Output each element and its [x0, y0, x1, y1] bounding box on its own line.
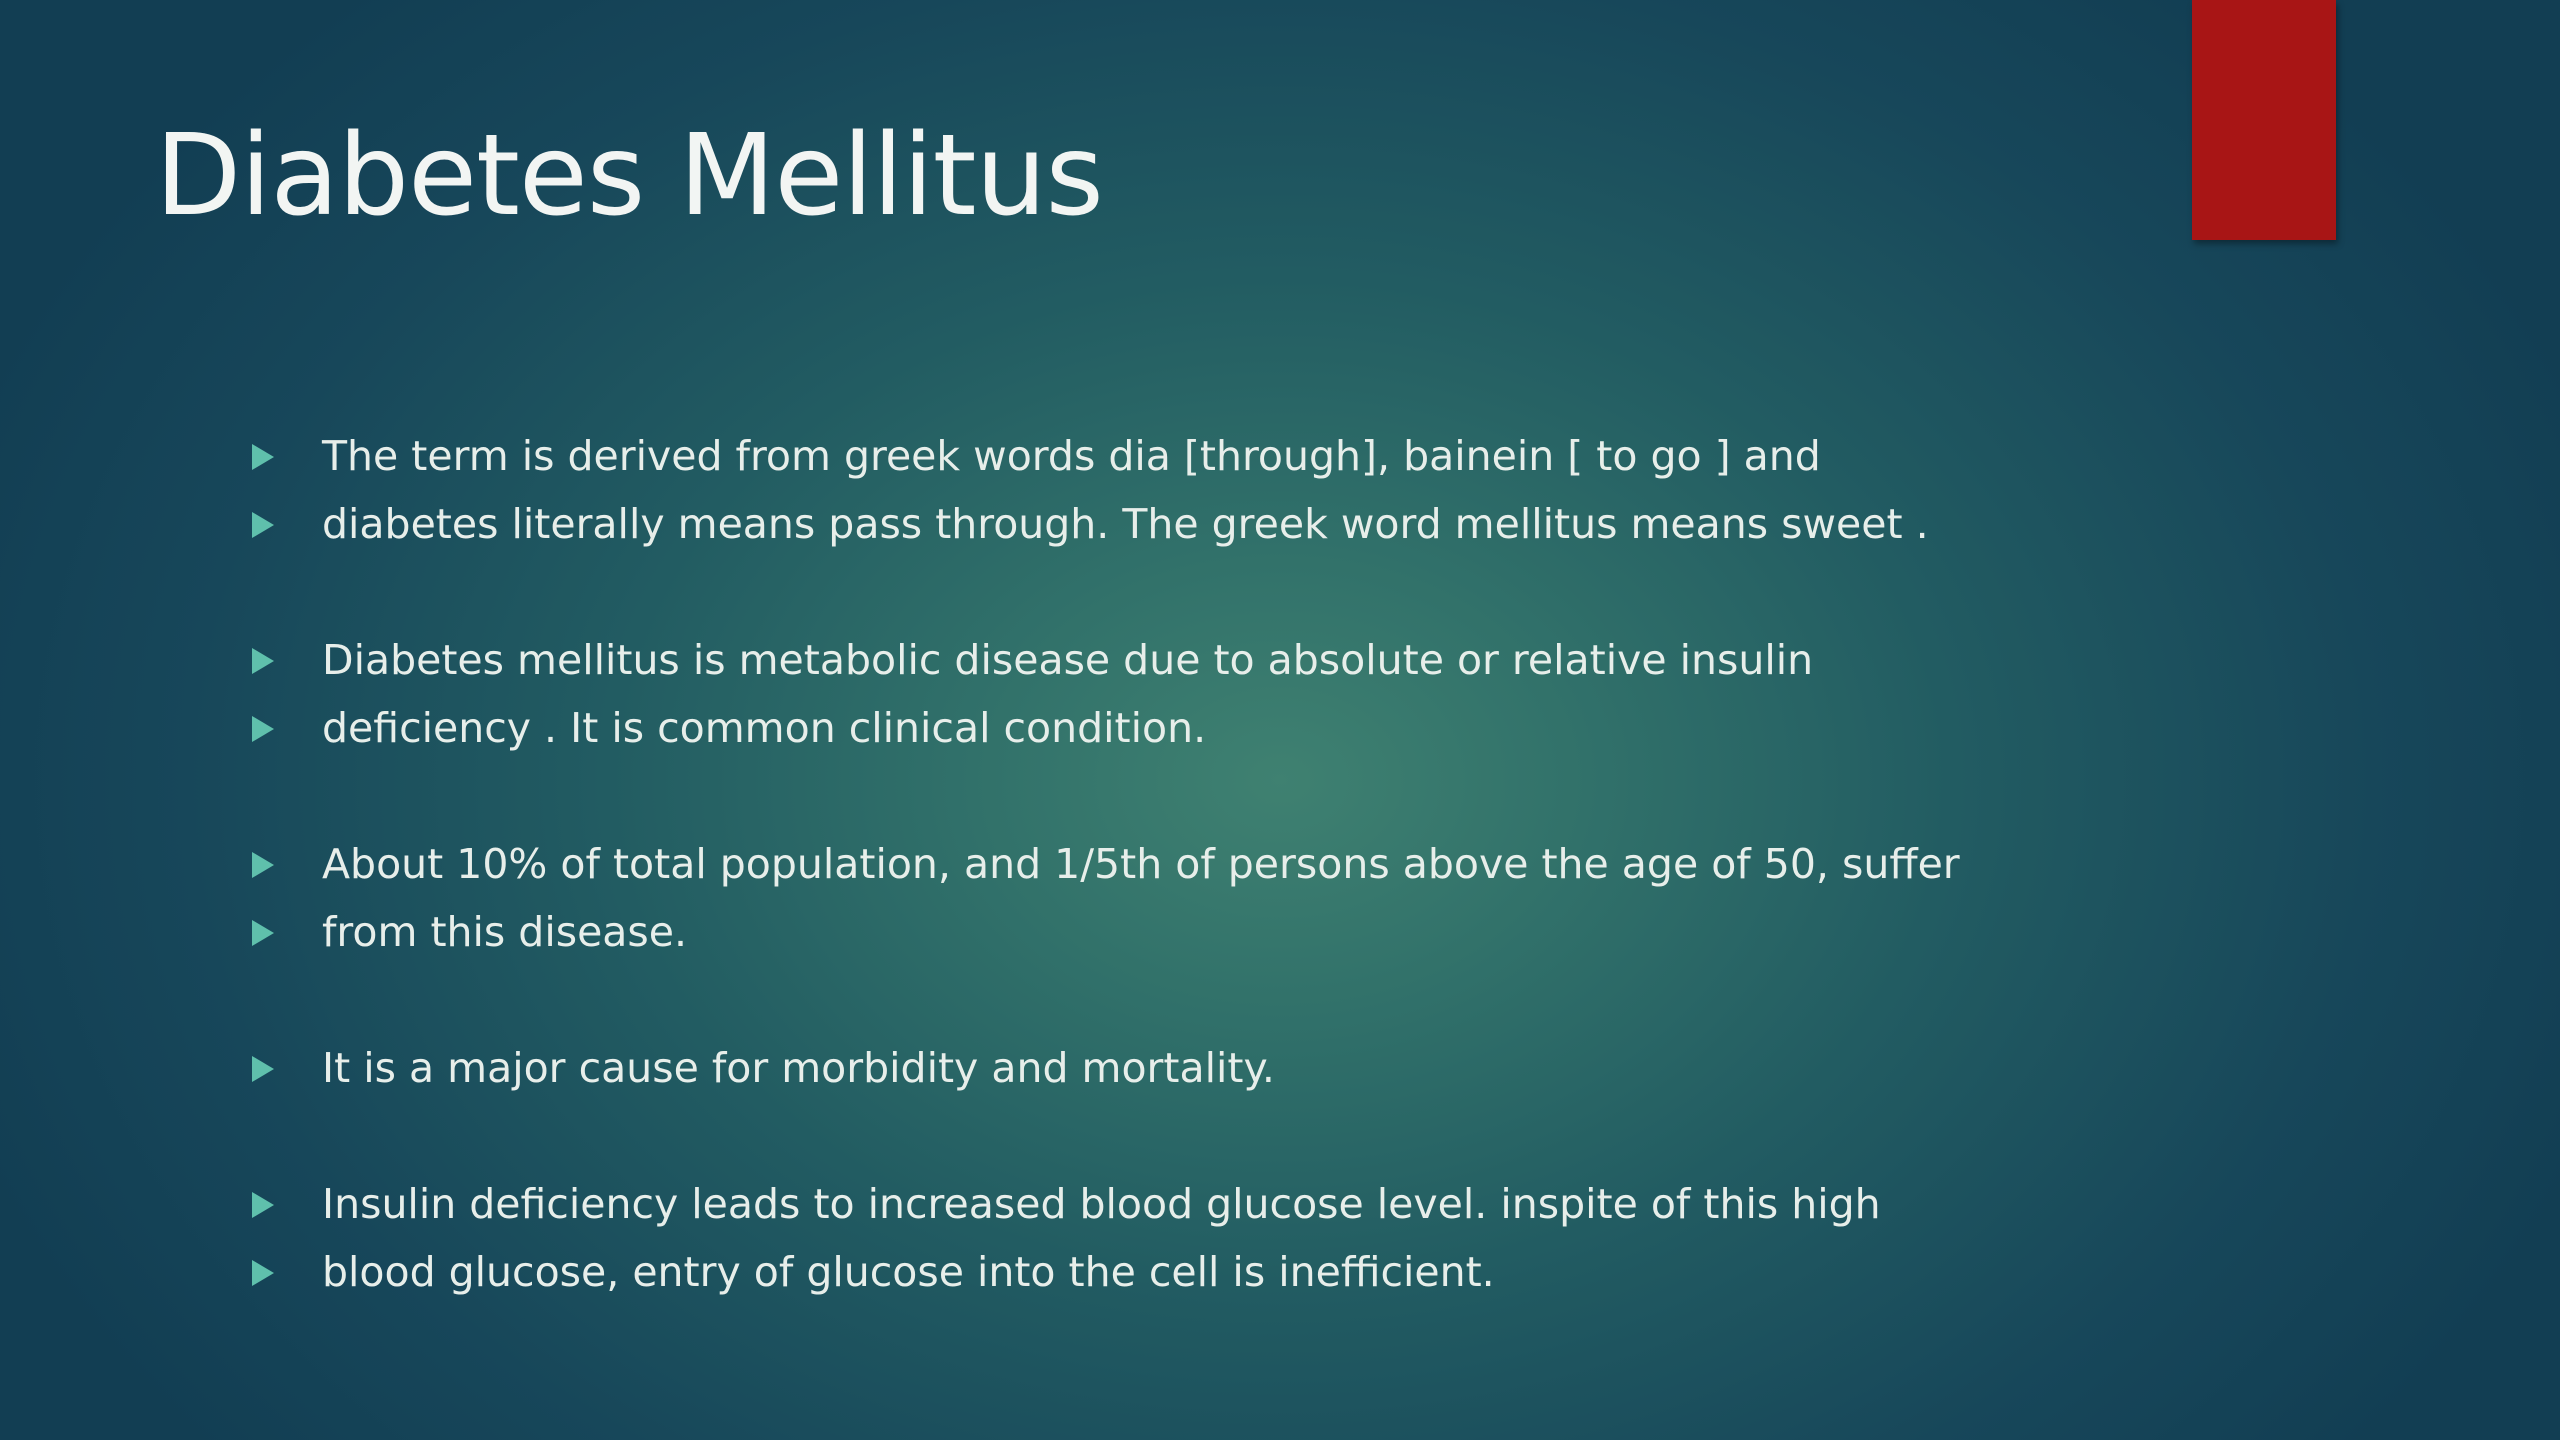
bullet-text: blood glucose, entry of glucose into the cell is inefficient.	[322, 1248, 1495, 1296]
bullet-list	[250, 422, 2250, 1374]
bullet-item	[250, 1034, 2250, 1102]
slide-title: Diabetes Mellitus	[155, 111, 1103, 241]
triangle-bullet-icon	[252, 512, 274, 538]
bullet-item	[250, 694, 2250, 762]
bullet-text: About 10% of total population, and 1/5th of persons above the age of 50, suffer	[322, 840, 1960, 888]
bullet-item	[250, 898, 2250, 966]
triangle-bullet-icon	[252, 852, 274, 878]
paragraph	[250, 626, 2250, 762]
bullet-text: The term is derived from greek words dia [through], bainein [ to go ] and	[322, 432, 1821, 480]
triangle-bullet-icon	[252, 716, 274, 742]
paragraph	[250, 1034, 2250, 1102]
triangle-bullet-icon	[252, 1192, 274, 1218]
bullet-text: diabetes literally means pass through. The greek word mellitus means sweet .	[322, 500, 1929, 548]
triangle-bullet-icon	[252, 920, 274, 946]
paragraph	[250, 422, 2250, 558]
triangle-bullet-icon	[252, 1260, 274, 1286]
bullet-item	[250, 490, 2250, 558]
accent-bar	[2192, 0, 2336, 240]
bullet-text: It is a major cause for morbidity and mortality.	[322, 1044, 1275, 1092]
bullet-item	[250, 1170, 2250, 1238]
triangle-bullet-icon	[252, 648, 274, 674]
bullet-item	[250, 422, 2250, 490]
bullet-text: deficiency . It is common clinical condition.	[322, 704, 1207, 752]
bullet-text: Insulin deficiency leads to increased blood glucose level. inspite of this high	[322, 1180, 1881, 1228]
bullet-text: from this disease.	[322, 908, 688, 956]
bullet-item	[250, 1238, 2250, 1306]
bullet-item	[250, 626, 2250, 694]
triangle-bullet-icon	[252, 1056, 274, 1082]
triangle-bullet-icon	[252, 444, 274, 470]
paragraph	[250, 830, 2250, 966]
paragraph	[250, 1170, 2250, 1306]
bullet-text: Diabetes mellitus is metabolic disease due to absolute or relative insulin	[322, 636, 1814, 684]
bullet-item	[250, 830, 2250, 898]
